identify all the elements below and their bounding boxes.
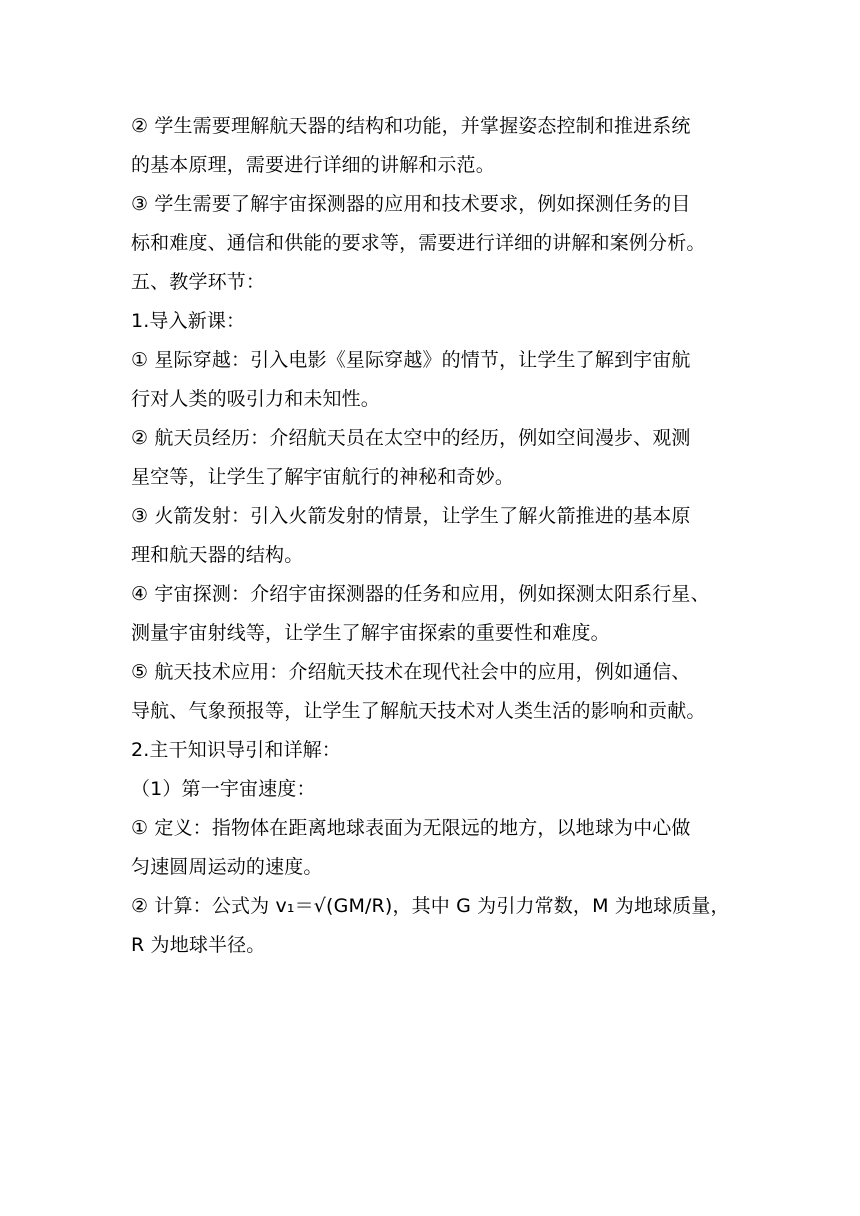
text-line: 行对人类的吸引力和未知性。 [131, 388, 380, 410]
section-heading-teaching-steps [131, 263, 734, 302]
text-line: ④ 宇宙探测：介绍宇宙探测器的任务和应用，例如探测太阳系行星、 [131, 583, 710, 605]
text-line: ② 学生需要理解航天器的结构和功能，并掌握姿态控制和推进系统 [131, 115, 691, 137]
intro-aerospace-applications [131, 653, 734, 731]
text-line: 理和航天器的结构。 [131, 544, 304, 566]
intro-interstellar [131, 341, 734, 419]
objective-probe-applications [131, 185, 734, 263]
text-line: ② 计算：公式为 v₁＝√(GM/R)，其中 G 为引力常数，M 为地球质量， [131, 895, 730, 917]
document-body [131, 107, 734, 965]
intro-astronaut-experience [131, 419, 734, 497]
text-line: 导航、气象预报等，让学生了解航天技术对人类生活的影响和贡献。 [131, 700, 706, 722]
text-line: 匀速圆周运动的速度。 [131, 856, 323, 878]
text-line: ② 航天员经历：介绍航天员在太空中的经历，例如空间漫步、观测 [131, 427, 691, 449]
objective-structure-function [131, 107, 734, 185]
text-line: ③ 学生需要了解宇宙探测器的应用和技术要求，例如探测任务的目 [131, 193, 691, 215]
calculation-first-cosmic-velocity [131, 887, 734, 965]
text-line: 测量宇宙射线等，让学生了解宇宙探索的重要性和难度。 [131, 622, 610, 644]
intro-rocket-launch [131, 497, 734, 575]
intro-space-exploration [131, 575, 734, 653]
text-line: 星空等，让学生了解宇宙航行的神秘和奇妙。 [131, 466, 515, 488]
text-line: ① 星际穿越：引入电影《星际穿越》的情节，让学生了解到宇宙航 [131, 349, 691, 371]
text-line: ③ 火箭发射：引入火箭发射的情景，让学生了解火箭推进的基本原 [131, 505, 691, 527]
text-line: 五、教学环节： [131, 271, 266, 293]
definition-first-cosmic-velocity [131, 809, 734, 887]
text-line: 2.主干知识导引和详解： [131, 739, 341, 761]
subheading-main-knowledge [131, 731, 734, 770]
text-line: 的基本原理，需要进行详细的讲解和示范。 [131, 154, 495, 176]
subheading-introduction [131, 302, 734, 341]
subheading-first-cosmic-velocity [131, 770, 734, 809]
text-line: 1.导入新课： [131, 310, 246, 332]
text-line: 标和难度、通信和供能的要求等，需要进行详细的讲解和案例分析。 [131, 232, 706, 254]
text-line: R 为地球半径。 [131, 934, 266, 956]
text-line: ① 定义：指物体在距离地球表面为无限远的地方，以地球为中心做 [131, 817, 691, 839]
text-line: （1）第一宇宙速度： [131, 778, 316, 800]
text-line: ⑤ 航天技术应用：介绍航天技术在现代社会中的应用，例如通信、 [131, 661, 691, 683]
